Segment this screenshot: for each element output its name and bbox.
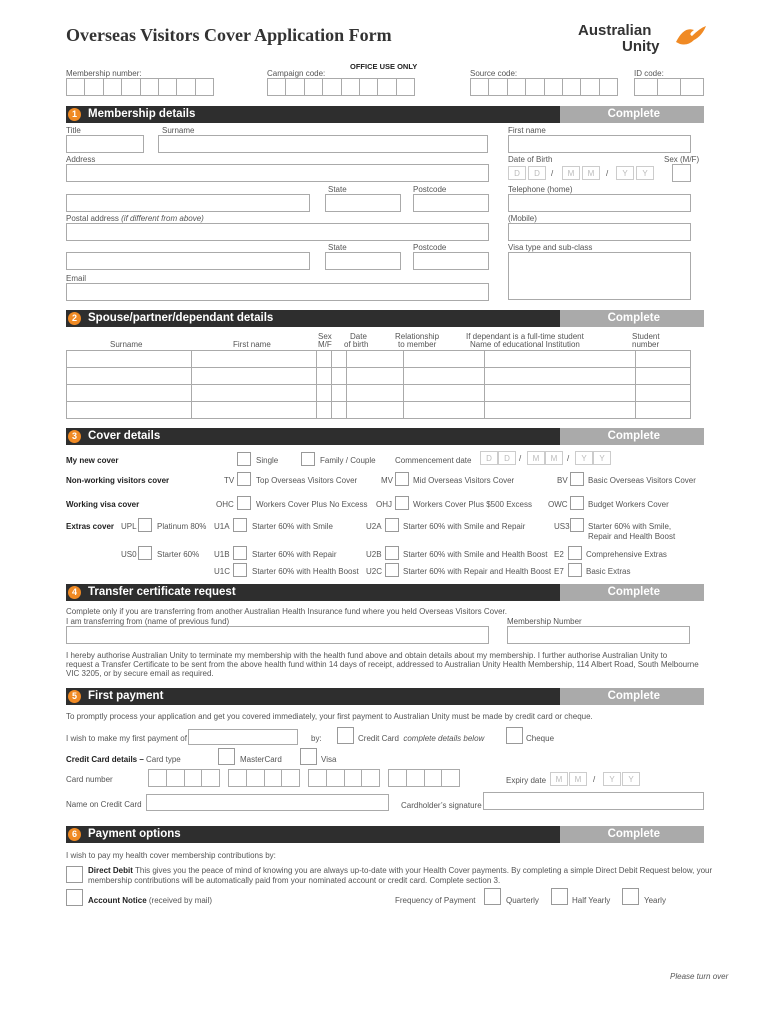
- tv-label: Top Overseas Visitors Cover: [256, 476, 358, 485]
- postal-address-label: Postal address (if different from above): [66, 214, 204, 223]
- half-yearly-label: Half Yearly: [572, 896, 611, 905]
- tv-code: TV: [224, 476, 235, 485]
- telephone-input[interactable]: [508, 194, 691, 212]
- commence-month-2[interactable]: M: [545, 451, 563, 465]
- name-on-card-label: Name on Credit Card: [66, 800, 142, 809]
- cc-details-label: Credit Card details – Card type: [66, 755, 181, 764]
- section-1-header: [66, 106, 704, 123]
- card-number-group-2[interactable]: [228, 769, 300, 787]
- frequency-label: Frequency of Payment: [395, 896, 476, 905]
- family-label: Family / Couple: [320, 456, 376, 465]
- section-complete-label: Complete: [607, 430, 660, 442]
- bird-icon: [674, 24, 708, 54]
- bv-label: Basic Overseas Visitors Cover: [588, 476, 696, 485]
- visa-input[interactable]: [508, 252, 691, 300]
- section-complete-label: Complete: [607, 828, 660, 840]
- e7-checkbox[interactable]: [568, 563, 582, 577]
- upl-code: UPL: [121, 522, 137, 531]
- signature-label: Cardholder’s signature: [401, 801, 482, 810]
- u2c-code: U2C: [366, 567, 383, 576]
- quarterly-checkbox[interactable]: [484, 888, 501, 905]
- first-payment-amount-input[interactable]: [188, 729, 298, 745]
- account-notice-checkbox[interactable]: [66, 889, 83, 906]
- u1b-code: U1B: [214, 550, 230, 559]
- transfer-membership-input[interactable]: [507, 626, 690, 644]
- my-new-cover-label: My new cover: [66, 456, 119, 465]
- cheque-checkbox[interactable]: [506, 727, 523, 744]
- yearly-checkbox[interactable]: [622, 888, 639, 905]
- telephone-label: Telephone (home): [508, 185, 573, 194]
- state-label: State: [328, 243, 347, 252]
- campaign-code-field[interactable]: [267, 78, 415, 96]
- authorise-text-1: I hereby authorise Australian Unity to terminate my membership with the health fund above and obtain details about my membership. I further authorise Australian Unity to: [66, 651, 668, 660]
- section-5-header: [66, 688, 704, 705]
- us3-label-2: Repair and Health Boost: [588, 532, 676, 541]
- u1c-checkbox[interactable]: [233, 563, 247, 577]
- col-sex-2: M/F: [318, 340, 332, 349]
- previous-fund-input[interactable]: [66, 626, 489, 644]
- commence-year-2[interactable]: Y: [593, 451, 611, 465]
- section-number: 3: [68, 430, 81, 443]
- section-title: First payment: [88, 690, 164, 702]
- australian-unity-logo: [578, 22, 708, 58]
- dob-day-2[interactable]: D: [528, 166, 546, 180]
- us3-checkbox[interactable]: [570, 518, 584, 532]
- commencement-label: Commencement date: [395, 456, 472, 465]
- name-on-card-input[interactable]: [146, 794, 389, 811]
- section-title: Spouse/partner/dependant details: [88, 312, 274, 324]
- us3-label-1: Starter 60% with Smile,: [588, 522, 672, 531]
- u2b-checkbox[interactable]: [385, 546, 399, 560]
- date-separator: /: [551, 169, 554, 178]
- title-label: Title: [66, 126, 81, 135]
- upl-label: Platinum 80%: [157, 522, 207, 531]
- visa-checkbox[interactable]: [300, 748, 317, 765]
- u1b-checkbox[interactable]: [233, 546, 247, 560]
- expiry-year-2[interactable]: Y: [622, 772, 640, 786]
- source-code-field[interactable]: [470, 78, 618, 96]
- visa-label: Visa: [321, 755, 337, 764]
- us0-label: Starter 60%: [157, 550, 200, 559]
- u2b-label: Starter 60% with Smile and Health Boost: [403, 550, 548, 559]
- credit-card-checkbox[interactable]: [337, 727, 354, 744]
- sex-input[interactable]: [672, 164, 691, 182]
- e7-label: Basic Extras: [586, 567, 631, 576]
- u2c-label: Starter 60% with Repair and Health Boost: [403, 567, 552, 576]
- signature-input[interactable]: [483, 792, 704, 810]
- ohc-checkbox[interactable]: [237, 496, 251, 510]
- membership-number-label: Membership number:: [66, 69, 142, 78]
- u2a-checkbox[interactable]: [385, 518, 399, 532]
- visa-label: Visa type and sub-class: [508, 243, 593, 252]
- section-complete-label: Complete: [607, 690, 660, 702]
- e2-checkbox[interactable]: [568, 546, 582, 560]
- date-separator: /: [519, 454, 522, 463]
- ohj-label: Workers Cover Plus $500 Excess: [413, 500, 533, 509]
- dob-year-1[interactable]: Y: [616, 166, 634, 180]
- postal-state-input[interactable]: [325, 252, 401, 270]
- card-number-group-1[interactable]: [148, 769, 220, 787]
- section-complete-label: Complete: [607, 312, 660, 324]
- section-title: Membership details: [88, 108, 196, 120]
- by-label: by:: [311, 734, 322, 743]
- ohj-checkbox[interactable]: [395, 496, 409, 510]
- us0-code: US0: [121, 550, 137, 559]
- card-number-group-3[interactable]: [308, 769, 380, 787]
- credit-card-label: Credit Card complete details below: [358, 734, 485, 743]
- table-row: [67, 402, 691, 419]
- section-title: Transfer certificate request: [88, 586, 236, 598]
- id-code-field[interactable]: [634, 78, 704, 96]
- card-number-label: Card number: [66, 775, 113, 784]
- date-separator: /: [606, 169, 609, 178]
- e2-code: E2: [554, 550, 564, 559]
- commence-day-2[interactable]: D: [498, 451, 516, 465]
- source-code-label: Source code:: [470, 69, 518, 78]
- payment-options-intro: I wish to pay my health cover membership contributions by:: [66, 851, 276, 860]
- email-label: Email: [66, 274, 87, 283]
- surname-label: Surname: [162, 126, 195, 135]
- first-name-input[interactable]: [508, 135, 691, 153]
- section-2-header: [66, 310, 704, 327]
- col-rel-2: to member: [398, 340, 437, 349]
- dob-month-2[interactable]: M: [582, 166, 600, 180]
- direct-debit-checkbox[interactable]: [66, 866, 83, 883]
- col-date-2: of birth: [344, 340, 369, 349]
- expiry-year-1[interactable]: Y: [603, 772, 621, 786]
- quarterly-label: Quarterly: [506, 896, 539, 905]
- dependants-table[interactable]: [66, 350, 691, 419]
- family-checkbox[interactable]: [301, 452, 315, 466]
- u1c-label: Starter 60% with Health Boost: [252, 567, 359, 576]
- logo-text-line2: Unity: [622, 38, 660, 55]
- date-separator: /: [567, 454, 570, 463]
- ohj-code: OHJ: [376, 500, 392, 509]
- dob-label: Date of Birth: [508, 155, 553, 164]
- direct-debit-text: Direct Debit This gives you the peace of mind of knowing you are always up-to-date with your Health Cover payments. By completing a simple Direct Debit Request below, your: [88, 866, 713, 875]
- col-sex-1: Sex: [318, 332, 332, 341]
- owc-code: OWC: [548, 500, 568, 509]
- u1b-label: Starter 60% with Repair: [252, 550, 337, 559]
- tv-checkbox[interactable]: [237, 472, 251, 486]
- section-complete-label: Complete: [607, 108, 660, 120]
- col-date-1: Date: [350, 332, 367, 341]
- mv-code: MV: [381, 476, 393, 485]
- yearly-label: Yearly: [644, 896, 666, 905]
- state-label: State: [328, 185, 347, 194]
- expiry-label: Expiry date: [506, 776, 547, 785]
- col-stu-2: number: [632, 340, 660, 349]
- single-label: Single: [256, 456, 279, 465]
- postcode-label: Postcode: [413, 243, 447, 252]
- payment-intro: To promptly process your application and get you covered immediately, your first payment to Australian Unity must be made by credit card or cheque.: [66, 712, 593, 721]
- authorise-text-3: VIC 3205, or by secure email as required.: [66, 669, 214, 678]
- logo-text-line1: Australian: [578, 22, 652, 39]
- account-notice-label: Account Notice (received by mail): [88, 896, 213, 905]
- col-surname: Surname: [110, 340, 143, 349]
- single-checkbox[interactable]: [237, 452, 251, 466]
- mv-checkbox[interactable]: [395, 472, 409, 486]
- date-separator: /: [593, 775, 596, 784]
- dob-month-1[interactable]: M: [562, 166, 580, 180]
- mv-label: Mid Overseas Visitors Cover: [413, 476, 515, 485]
- col-dep-1: If dependant is a full-time student: [466, 332, 584, 341]
- title-input[interactable]: [66, 135, 144, 153]
- campaign-code-label: Campaign code:: [267, 69, 326, 78]
- section-number: 1: [68, 108, 81, 121]
- section-title: Cover details: [88, 430, 161, 442]
- postcode-input[interactable]: [413, 194, 489, 212]
- owc-label: Budget Workers Cover: [588, 500, 669, 509]
- commence-day-1[interactable]: D: [480, 451, 498, 465]
- table-row: [67, 368, 691, 385]
- first-name-label: First name: [508, 126, 546, 135]
- cheque-label: Cheque: [526, 734, 555, 743]
- section-6-header: [66, 826, 704, 843]
- section-number: 2: [68, 312, 81, 325]
- commence-month-1[interactable]: M: [527, 451, 545, 465]
- please-turn-over: Please turn over: [670, 972, 729, 981]
- transfer-intro: Complete only if you are transferring from another Australian Health Insurance fund where you held Overseas Visitors Cover.: [66, 607, 507, 616]
- u2a-code: U2A: [366, 522, 382, 531]
- mastercard-checkbox[interactable]: [218, 748, 235, 765]
- authorise-text-2: request a Transfer Certificate to be sent from the above health fund within 14 days of receipt, addressed to Australian Unity Health Membership, 114 Albert Road, South Melbourne: [66, 660, 699, 669]
- section-number: 4: [68, 586, 81, 599]
- upl-checkbox[interactable]: [138, 518, 152, 532]
- ohc-label: Workers Cover Plus No Excess: [256, 500, 368, 509]
- section-4-header: [66, 584, 704, 601]
- e7-code: E7: [554, 567, 564, 576]
- section-complete-label: Complete: [607, 586, 660, 598]
- postal-address-input[interactable]: [66, 223, 489, 241]
- membership-number-field[interactable]: [66, 78, 214, 96]
- e2-label: Comprehensive Extras: [586, 550, 667, 559]
- table-row: [67, 385, 691, 402]
- address-line2-input[interactable]: [66, 194, 310, 212]
- working-visa-label: Working visa cover: [66, 500, 140, 509]
- col-rel-1: Relationship: [395, 332, 440, 341]
- mobile-input[interactable]: [508, 223, 691, 241]
- u2c-checkbox[interactable]: [385, 563, 399, 577]
- us3-code: US3: [554, 522, 570, 531]
- postcode-label: Postcode: [413, 185, 447, 194]
- u2b-code: U2B: [366, 550, 382, 559]
- u1c-code: U1C: [214, 567, 231, 576]
- dob-day-1[interactable]: D: [508, 166, 526, 180]
- expiry-month-1[interactable]: M: [550, 772, 568, 786]
- state-input[interactable]: [325, 194, 401, 212]
- card-number-group-4[interactable]: [388, 769, 460, 787]
- ohc-code: OHC: [216, 500, 234, 509]
- direct-debit-text-2: membership contributions will be automatically paid from your nominated account or credit card. Complete section 3.: [88, 876, 501, 885]
- col-dep-2: Name of educational Institution: [470, 340, 580, 349]
- email-input[interactable]: [66, 283, 489, 301]
- owc-checkbox[interactable]: [570, 496, 584, 510]
- transfer-membership-label: Membership Number: [507, 617, 582, 626]
- table-row: [67, 351, 691, 368]
- id-code-label: ID code:: [634, 69, 664, 78]
- section-title: Payment options: [88, 828, 181, 840]
- office-use-label: OFFICE USE ONLY: [350, 62, 418, 71]
- u1a-checkbox[interactable]: [233, 518, 247, 532]
- non-working-label: Non-working visitors cover: [66, 476, 170, 485]
- col-first-name: First name: [233, 340, 271, 349]
- dob-year-2[interactable]: Y: [636, 166, 654, 180]
- address-label: Address: [66, 155, 96, 164]
- surname-input[interactable]: [158, 135, 488, 153]
- us0-checkbox[interactable]: [138, 546, 152, 560]
- half-yearly-checkbox[interactable]: [551, 888, 568, 905]
- address-input[interactable]: [66, 164, 489, 182]
- postal-postcode-input[interactable]: [413, 252, 489, 270]
- u1a-code: U1A: [214, 522, 230, 531]
- mobile-label: (Mobile): [508, 214, 537, 223]
- extras-cover-label: Extras cover: [66, 522, 115, 531]
- previous-fund-label: I am transferring from (name of previous fund): [66, 617, 230, 626]
- expiry-month-2[interactable]: M: [569, 772, 587, 786]
- first-payment-label: I wish to make my first payment of: [66, 734, 187, 743]
- u1a-label: Starter 60% with Smile: [252, 522, 333, 531]
- postal-address-line2-input[interactable]: [66, 252, 310, 270]
- u2a-label: Starter 60% with Smile and Repair: [403, 522, 526, 531]
- bv-checkbox[interactable]: [570, 472, 584, 486]
- form-title: Overseas Visitors Cover Application Form: [66, 25, 392, 45]
- sex-label: Sex (M/F): [664, 155, 700, 164]
- section-3-header: [66, 428, 704, 445]
- bv-code: BV: [557, 476, 568, 485]
- section-number: 6: [68, 828, 81, 841]
- commence-year-1[interactable]: Y: [575, 451, 593, 465]
- section-number: 5: [68, 690, 81, 703]
- col-stu-1: Student: [632, 332, 660, 341]
- mastercard-label: MasterCard: [240, 755, 282, 764]
